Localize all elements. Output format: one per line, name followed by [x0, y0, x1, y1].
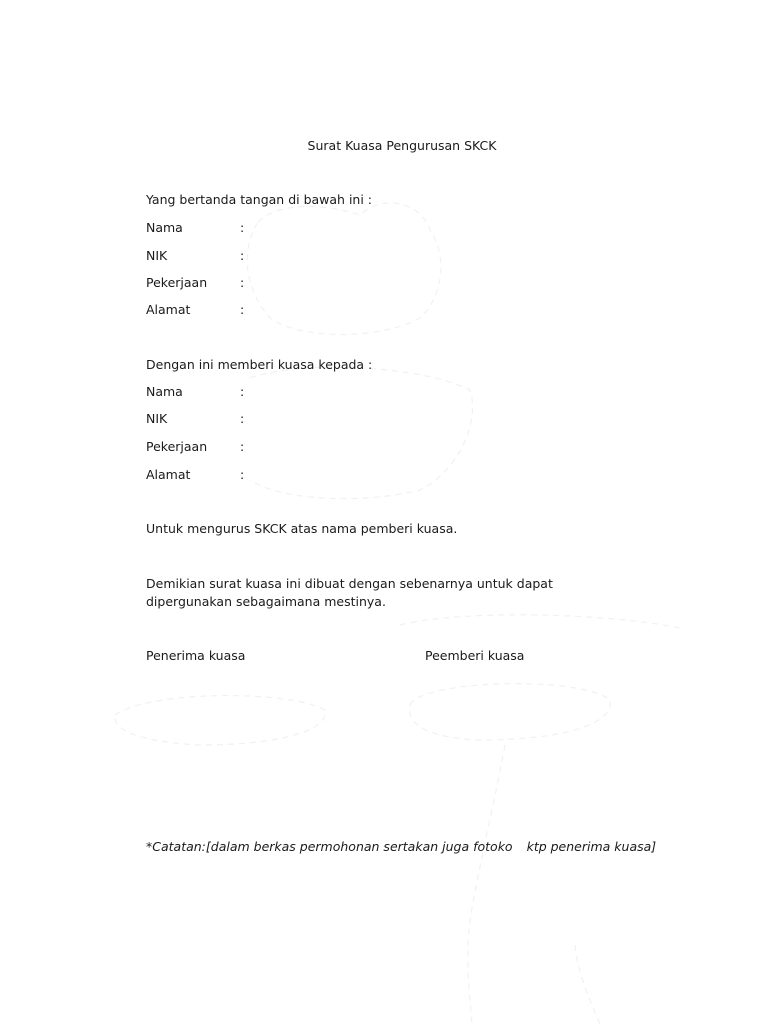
footnote-part-2: ktp penerima kuasa]: [526, 839, 657, 854]
field-colon: :: [240, 439, 245, 454]
grantor-field-pekerjaan: [146, 275, 244, 290]
field-colon: :: [240, 275, 245, 290]
grantor-field-name: [146, 220, 244, 235]
field-label: NIK: [146, 411, 168, 426]
field-label: Nama: [146, 384, 183, 399]
grantor-field-alamat: [146, 302, 244, 317]
field-colon: :: [240, 248, 245, 263]
purpose-statement: Untuk mengurus SKCK atas nama pemberi kuasa.: [146, 521, 458, 536]
signature-label-grantor: Peemberi kuasa: [425, 648, 525, 663]
grantor-intro: Yang bertanda tangan di bawah ini :: [146, 192, 373, 207]
field-colon: :: [240, 220, 245, 235]
field-colon: :: [240, 411, 245, 426]
footnote-part-1: *Catatan:[dalam berkas permohonan sertakan juga fotoko: [146, 839, 513, 854]
field-label: Nama: [146, 220, 183, 235]
field-colon: :: [240, 302, 245, 317]
field-label: Alamat: [146, 302, 191, 317]
grantee-field-pekerjaan: [146, 439, 244, 454]
footnote: [146, 839, 656, 854]
field-label: Pekerjaan: [146, 275, 208, 290]
grantee-field-alamat: [146, 467, 244, 482]
grantee-field-name: [146, 384, 244, 399]
closing-statement: Demikian surat kuasa ini dibuat dengan sebenarnya untuk dapat dipergunakan sebagaimana mestinya.: [146, 576, 553, 609]
grantee-intro: Dengan ini memberi kuasa kepada :: [146, 357, 373, 372]
grantor-field-nik: [146, 248, 244, 263]
signature-label-recipient: Penerima kuasa: [146, 648, 246, 663]
field-label: Alamat: [146, 467, 191, 482]
field-label: NIK: [146, 248, 168, 263]
document-title: Surat Kuasa Pengurusan SKCK: [307, 138, 497, 153]
field-label: Pekerjaan: [146, 439, 208, 454]
field-colon: :: [240, 384, 245, 399]
field-colon: :: [240, 467, 245, 482]
grantee-field-nik: [146, 411, 244, 426]
